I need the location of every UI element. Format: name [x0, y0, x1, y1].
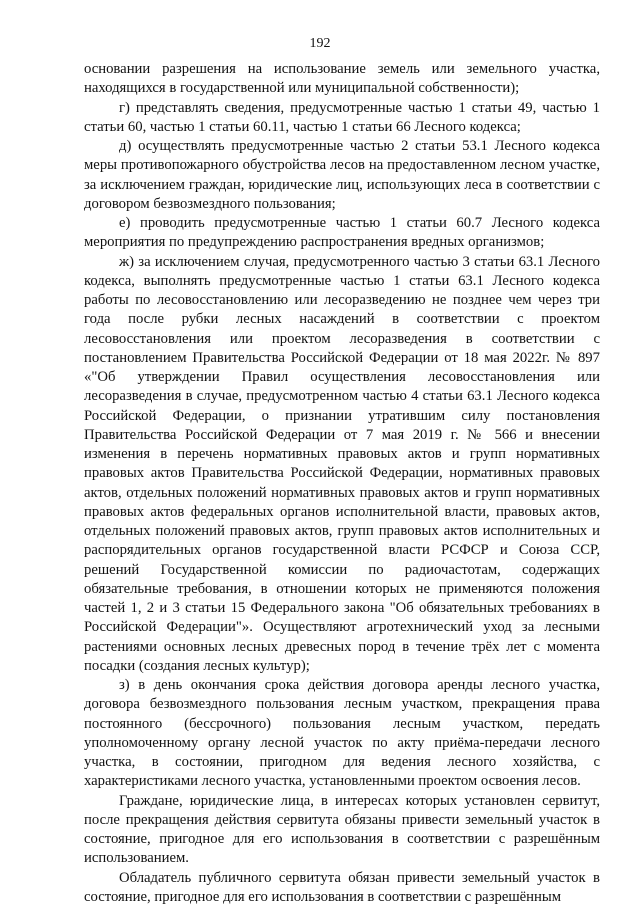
paragraph-item-g: г) представлять сведения, предусмотренные частью 1 статьи 49, частью 1 статьи 60, частью 1 статьи 60.11, частью 1 статьи 66 Лесного кодекса; [84, 99, 600, 138]
paragraph-item-zh: ж) за исключением случая, предусмотренного частью 3 статьи 63.1 Лесного кодекса, выполнять предусмотренные частью 1 статьи 63.1 Лесного кодекса работы по лесовосстановлению или лесоразведению не позднее чем через три года после рубки лесных насаждений в соответствии с проектом лесовосстановления или проектом лесоразведения в соответствии с постановлением Правительства Российской Федерации от 18 мая 2022г. № 897 «"Об утверждении Правил осуществления лесовосстановления или лесоразведения в случае, предусмотренном частью 4 статьи 63.1 Лесного кодекса Российской Федерации, о признании утратившим силу постановления Правительства Российской Федерации от 7 мая 2019 г. № 566 и внесении изменения в перечень нормативных правовых актов и групп нормативных правовых актов Правительства Российской Федерации, нормативных правовых актов, отдельных положений нормативных правовых актов и групп нормативных правовых актов федеральных органов исполнительной власти, правовых актов, отдельных положений правовых актов, групп правовых актов исполнительных и распорядительных органов государственной власти РСФСР и Союза ССР, решений Государственной комиссии по радиочастотам, содержащих обязательные требования, в отношении которых не применяются положения частей 1, 2 и 3 статьи 15 Федерального закона "Об обязательных требованиях в Российской Федерации"». Осуществляют агротехнический уход за лесными растениями основных лесных древесных пород в течение трёх лет с момента посадки (создания лесных культур); [84, 253, 600, 677]
page-number: 192 [0, 36, 640, 52]
paragraph-item-d: д) осуществлять предусмотренные частью 2 статьи 53.1 Лесного кодекса меры противопожарного обустройства лесов на предоставленном лесном участке, за исключением граждан, юридические лиц, использующих леса в соответствии с договором безвозмездного пользования; [84, 137, 600, 214]
document-body [84, 60, 600, 907]
paragraph-continuation: основании разрешения на использование земель или земельного участка, находящихся в государственной или муниципальной собственности); [84, 60, 600, 99]
paragraph-public-servitude: Обладатель публичного сервитута обязан привести земельный участок в состояние, пригодное для его использования в соответствии с разрешённым [84, 869, 600, 907]
paragraph-item-e: е) проводить предусмотренные частью 1 статьи 60.7 Лесного кодекса мероприятия по предупреждению распространения вредных организмов; [84, 214, 600, 253]
paragraph-servitude: Граждане, юридические лица, в интересах которых установлен сервитут, после прекращения действия сервитута обязаны привести земельный участок в состояние, пригодное для его использования в соответствии с разрешённым использованием. [84, 792, 600, 869]
paragraph-item-z: з) в день окончания срока действия договора аренды лесного участка, договора безвозмездного пользования лесным участком, прекращения права постоянного (бессрочного) пользования лесным участком, передать уполномоченному органу лесной участок по акту приёма-передачи лесного участка, в состоянии, пригодном для ведения лесного хозяйства, с характеристиками лесного участка, установленными проектом освоения лесов. [84, 676, 600, 792]
